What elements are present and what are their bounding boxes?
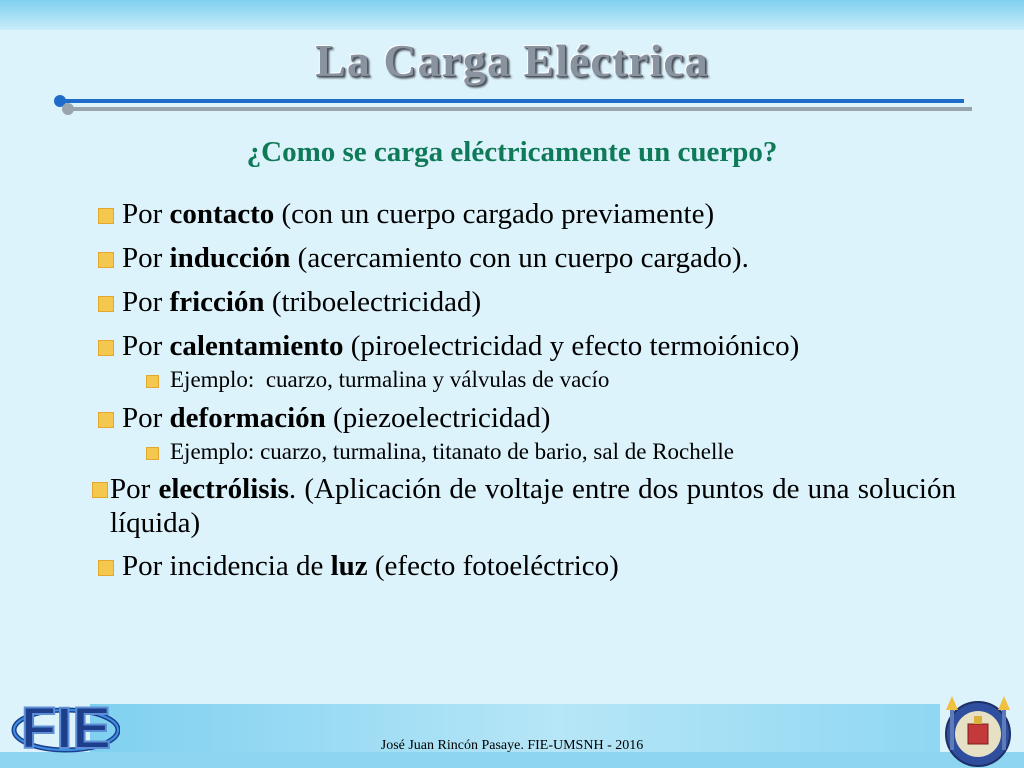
bullet-square-icon bbox=[98, 412, 114, 428]
bullet-square-icon bbox=[92, 482, 108, 498]
bullet-keyword: contacto bbox=[169, 198, 275, 230]
bullet-pre: Por bbox=[122, 286, 170, 318]
university-seal-icon bbox=[936, 692, 1016, 768]
bullet-keyword: calentamiento bbox=[169, 330, 344, 362]
bullet-induccion bbox=[96, 236, 956, 280]
bullet-square-icon bbox=[146, 375, 159, 388]
slide-title: La Carga Eléctrica bbox=[315, 35, 709, 86]
bullet-post: (piezoelectricidad) bbox=[325, 402, 551, 434]
bullet-square-icon bbox=[98, 560, 114, 576]
bullet-keyword: deformación bbox=[169, 402, 326, 434]
bullet-pre: Por bbox=[110, 473, 159, 505]
bullet-keyword: electrólisis bbox=[158, 473, 289, 505]
bullet-post: (con un cuerpo cargado previamente) bbox=[274, 198, 715, 230]
sub-bullet-text: Ejemplo: cuarzo, turmalina, titanato de bario, sal de Rochelle bbox=[170, 439, 734, 464]
bullet-friccion bbox=[96, 280, 956, 324]
slide-subtitle: ¿Como se carga eléctricamente un cuerpo? bbox=[246, 136, 778, 168]
bullet-square-icon bbox=[98, 208, 114, 224]
bullet-post: . (Aplicación de voltaje entre dos puntos de una solución líquida) bbox=[110, 473, 956, 539]
bullet-pre: Por bbox=[122, 242, 170, 274]
logo-text: FIE bbox=[20, 696, 112, 760]
bottom-decor-strip bbox=[0, 752, 1024, 768]
bullet-keyword: inducción bbox=[169, 242, 291, 274]
bullet-luz bbox=[96, 544, 956, 588]
bullet-square-icon bbox=[98, 252, 114, 268]
bullet-pre: Por bbox=[122, 402, 170, 434]
bullet-square-icon bbox=[98, 340, 114, 356]
sub-bullet-ejemplo-2 bbox=[96, 434, 956, 470]
title-rule-gray bbox=[68, 107, 972, 111]
title-rule-blue bbox=[60, 99, 964, 103]
top-decor-strip bbox=[0, 0, 1024, 30]
bullet-post: (piroelectricidad y efecto termoiónico) bbox=[343, 330, 800, 362]
bullet-pre: Por incidencia de bbox=[122, 550, 331, 582]
bullet-square-icon bbox=[146, 447, 159, 460]
bullet-post: (acercamiento con un cuerpo cargado). bbox=[290, 242, 749, 274]
bullet-square-icon bbox=[98, 296, 114, 312]
sub-bullet-text: Ejemplo: cuarzo, turmalina y válvulas de vacío bbox=[170, 367, 610, 392]
bullet-pre: Por bbox=[122, 198, 170, 230]
bullet-post: (triboelectricidad) bbox=[264, 286, 482, 318]
bullet-list bbox=[96, 192, 956, 588]
fie-logo-icon bbox=[8, 690, 120, 760]
bullet-keyword: fricción bbox=[169, 286, 265, 318]
bullet-keyword: luz bbox=[330, 550, 368, 582]
bullet-electrolisis bbox=[90, 472, 956, 540]
bullet-contacto bbox=[96, 192, 956, 236]
footer-credit: José Juan Rincón Pasaye. FIE-UMSNH - 2016 bbox=[380, 738, 644, 753]
sub-bullet-ejemplo-1 bbox=[96, 362, 956, 398]
bullet-pre: Por bbox=[122, 330, 170, 362]
bullet-post: (efecto fotoeléctrico) bbox=[367, 550, 619, 582]
